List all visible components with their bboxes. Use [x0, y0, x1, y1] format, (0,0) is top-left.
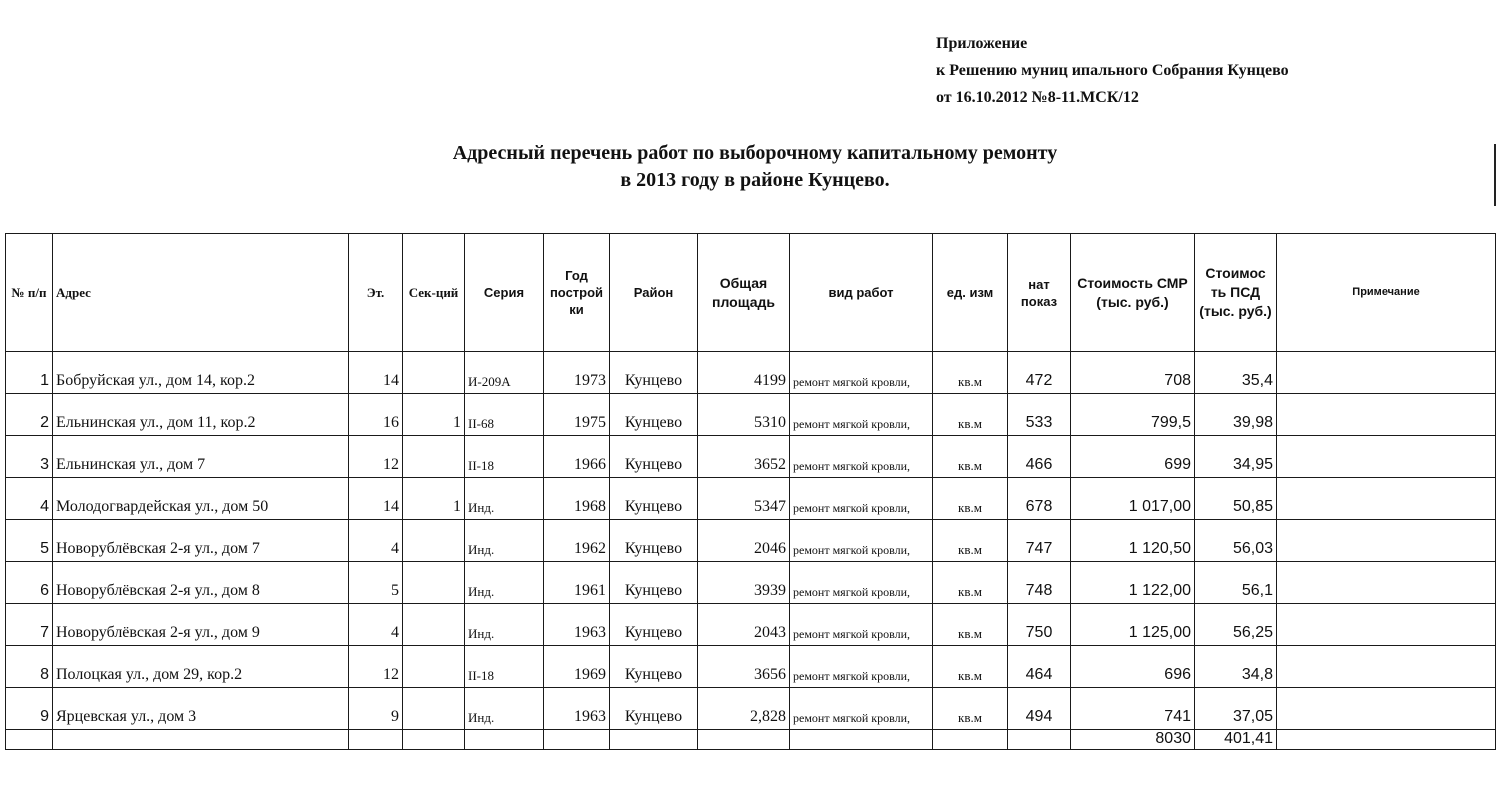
cell-unit: кв.м — [933, 688, 1008, 730]
cell-note — [1277, 562, 1496, 604]
totals-cell — [1008, 730, 1071, 750]
cell-series: II-68 — [465, 394, 544, 436]
cell-district: Кунцево — [610, 394, 698, 436]
cell-note — [1277, 352, 1496, 394]
cell-area: 3939 — [698, 562, 790, 604]
cell-unit: кв.м — [933, 520, 1008, 562]
cell-floors: 4 — [349, 604, 403, 646]
document-title — [0, 140, 1500, 194]
cell-sections — [403, 562, 465, 604]
cell-psd-cost: 50,85 — [1195, 478, 1277, 520]
cell-series: Инд. — [465, 604, 544, 646]
cell-series: Инд. — [465, 520, 544, 562]
cell-smr-cost: 708 — [1071, 352, 1195, 394]
cell-district: Кунцево — [610, 562, 698, 604]
cell-smr-cost: 699 — [1071, 436, 1195, 478]
cell-address: Ярцевская ул., дом 3 — [53, 688, 349, 730]
col-header-area: Общая площадь — [698, 234, 790, 352]
cell-series: Инд. — [465, 562, 544, 604]
cell-smr-cost: 1 120,50 — [1071, 520, 1195, 562]
cell-nat: 678 — [1008, 478, 1071, 520]
cell-year: 1963 — [544, 688, 610, 730]
cell-num: 2 — [6, 394, 53, 436]
cell-floors: 4 — [349, 520, 403, 562]
table-row — [6, 604, 1496, 646]
cell-nat: 533 — [1008, 394, 1071, 436]
cell-year: 1975 — [544, 394, 610, 436]
cell-sections — [403, 604, 465, 646]
cell-sections: 1 — [403, 478, 465, 520]
cell-note — [1277, 646, 1496, 688]
totals-cell — [698, 730, 790, 750]
cell-floors: 12 — [349, 646, 403, 688]
cell-psd-cost: 35,4 — [1195, 352, 1277, 394]
table-row — [6, 352, 1496, 394]
cell-num: 4 — [6, 478, 53, 520]
cell-year: 1973 — [544, 352, 610, 394]
cell-num: 7 — [6, 604, 53, 646]
totals-cell — [403, 730, 465, 750]
cell-unit: кв.м — [933, 604, 1008, 646]
cell-note — [1277, 394, 1496, 436]
table-row — [6, 688, 1496, 730]
col-header-address: Адрес — [53, 234, 349, 352]
totals-row — [6, 730, 1496, 750]
cell-floors: 5 — [349, 562, 403, 604]
cell-smr-cost: 1 122,00 — [1071, 562, 1195, 604]
cell-address: Полоцкая ул., дом 29, кор.2 — [53, 646, 349, 688]
cell-work-type: ремонт мягкой кровли, — [790, 478, 933, 520]
col-header-district: Район — [610, 234, 698, 352]
cell-unit: кв.м — [933, 394, 1008, 436]
cell-note — [1277, 688, 1496, 730]
cell-nat: 748 — [1008, 562, 1071, 604]
cell-floors: 12 — [349, 436, 403, 478]
cell-unit: кв.м — [933, 646, 1008, 688]
cell-sections — [403, 646, 465, 688]
cell-area: 2043 — [698, 604, 790, 646]
cell-address: Новорублёвская 2-я ул., дом 7 — [53, 520, 349, 562]
cell-address: Ельнинская ул., дом 7 — [53, 436, 349, 478]
cell-nat: 747 — [1008, 520, 1071, 562]
cell-nat: 464 — [1008, 646, 1071, 688]
cell-floors: 14 — [349, 478, 403, 520]
cell-year: 1963 — [544, 604, 610, 646]
cell-series: И-209А — [465, 352, 544, 394]
cell-district: Кунцево — [610, 646, 698, 688]
cell-area: 5310 — [698, 394, 790, 436]
cell-note — [1277, 436, 1496, 478]
col-header-nat: нат показ — [1008, 234, 1071, 352]
cell-area: 2046 — [698, 520, 790, 562]
scan-edge-mark — [1494, 144, 1496, 206]
totals-cell — [610, 730, 698, 750]
cell-num: 8 — [6, 646, 53, 688]
table-row — [6, 562, 1496, 604]
cell-address: Ельнинская ул., дом 11, кор.2 — [53, 394, 349, 436]
totals-cell — [544, 730, 610, 750]
col-header-year: Год построй ки — [544, 234, 610, 352]
cell-sections — [403, 520, 465, 562]
cell-district: Кунцево — [610, 520, 698, 562]
cell-psd-cost: 56,1 — [1195, 562, 1277, 604]
cell-smr-cost: 1 017,00 — [1071, 478, 1195, 520]
totals-cell — [6, 730, 53, 750]
cell-nat: 472 — [1008, 352, 1071, 394]
cell-smr-cost: 1 125,00 — [1071, 604, 1195, 646]
cell-floors: 9 — [349, 688, 403, 730]
cell-district: Кунцево — [610, 478, 698, 520]
cell-note — [1277, 478, 1496, 520]
cell-sections — [403, 436, 465, 478]
col-header-unit: ед. изм — [933, 234, 1008, 352]
appendix-date: от 16.10.2012 №8-11.МСК/12 — [936, 89, 1139, 106]
cell-address: Новорублёвская 2-я ул., дом 8 — [53, 562, 349, 604]
cell-series: Инд. — [465, 478, 544, 520]
cell-address: Бобруйская ул., дом 14, кор.2 — [53, 352, 349, 394]
totals-cell — [1277, 730, 1496, 750]
appendix-label: Приложение — [936, 35, 1028, 52]
cell-nat: 466 — [1008, 436, 1071, 478]
cell-psd-cost: 37,05 — [1195, 688, 1277, 730]
appendix-decision: к Решению муниц ипального Собрания Кунцево — [936, 62, 1289, 79]
cell-year: 1966 — [544, 436, 610, 478]
cell-num: 1 — [6, 352, 53, 394]
cell-sections: 1 — [403, 394, 465, 436]
totals-cell — [790, 730, 933, 750]
table-row — [6, 436, 1496, 478]
cell-work-type: ремонт мягкой кровли, — [790, 688, 933, 730]
totals-cell — [465, 730, 544, 750]
total-smr-cost: 8030 — [1071, 730, 1195, 750]
cell-smr-cost: 741 — [1071, 688, 1195, 730]
cell-area: 3656 — [698, 646, 790, 688]
col-header-num: № п/п — [6, 234, 53, 352]
cell-nat: 494 — [1008, 688, 1071, 730]
cell-year: 1969 — [544, 646, 610, 688]
cell-area: 4199 — [698, 352, 790, 394]
cell-unit: кв.м — [933, 436, 1008, 478]
cell-num: 3 — [6, 436, 53, 478]
cell-year: 1961 — [544, 562, 610, 604]
cell-series: II-18 — [465, 436, 544, 478]
cell-area: 2,828 — [698, 688, 790, 730]
cell-series: II-18 — [465, 646, 544, 688]
totals-cell — [53, 730, 349, 750]
col-header-floors: Эт. — [349, 234, 403, 352]
cell-address: Новорублёвская 2-я ул., дом 9 — [53, 604, 349, 646]
appendix-block — [936, 30, 1289, 111]
cell-work-type: ремонт мягкой кровли, — [790, 394, 933, 436]
cell-address: Молодогвардейская ул., дом 50 — [53, 478, 349, 520]
cell-num: 9 — [6, 688, 53, 730]
table-row — [6, 478, 1496, 520]
cell-year: 1968 — [544, 478, 610, 520]
cell-psd-cost: 56,03 — [1195, 520, 1277, 562]
cell-year: 1962 — [544, 520, 610, 562]
cell-district: Кунцево — [610, 352, 698, 394]
cell-note — [1277, 520, 1496, 562]
cell-area: 5347 — [698, 478, 790, 520]
cell-work-type: ремонт мягкой кровли, — [790, 562, 933, 604]
cell-district: Кунцево — [610, 604, 698, 646]
cell-work-type: ремонт мягкой кровли, — [790, 436, 933, 478]
col-header-smr-cost: Стоимость СМР (тыс. руб.) — [1071, 234, 1195, 352]
cell-work-type: ремонт мягкой кровли, — [790, 604, 933, 646]
title-line-1: Адресный перечень работ по выборочному капитальному ремонту — [452, 142, 1058, 164]
cell-note — [1277, 604, 1496, 646]
cell-sections — [403, 688, 465, 730]
totals-cell — [933, 730, 1008, 750]
cell-psd-cost: 34,8 — [1195, 646, 1277, 688]
cell-smr-cost: 696 — [1071, 646, 1195, 688]
table-row — [6, 394, 1496, 436]
table-row — [6, 520, 1496, 562]
cell-psd-cost: 39,98 — [1195, 394, 1277, 436]
cell-unit: кв.м — [933, 562, 1008, 604]
col-header-work-type: вид работ — [790, 234, 933, 352]
cell-psd-cost: 34,95 — [1195, 436, 1277, 478]
total-psd-cost: 401,41 — [1195, 730, 1277, 750]
cell-smr-cost: 799,5 — [1071, 394, 1195, 436]
col-header-psd-cost: Стоимос ть ПСД (тыс. руб.) — [1195, 234, 1277, 352]
cell-work-type: ремонт мягкой кровли, — [790, 646, 933, 688]
cell-num: 6 — [6, 562, 53, 604]
cell-work-type: ремонт мягкой кровли, — [790, 352, 933, 394]
cell-area: 3652 — [698, 436, 790, 478]
col-header-sections: Сек-ций — [403, 234, 465, 352]
cell-floors: 14 — [349, 352, 403, 394]
col-header-note: Примечание — [1277, 234, 1496, 352]
table-header-row — [6, 234, 1496, 352]
cell-unit: кв.м — [933, 478, 1008, 520]
cell-num: 5 — [6, 520, 53, 562]
totals-cell — [349, 730, 403, 750]
cell-psd-cost: 56,25 — [1195, 604, 1277, 646]
title-line-2: в 2013 году в районе Кунцево. — [620, 169, 890, 191]
cell-district: Кунцево — [610, 436, 698, 478]
cell-floors: 16 — [349, 394, 403, 436]
cell-work-type: ремонт мягкой кровли, — [790, 520, 933, 562]
table-row — [6, 646, 1496, 688]
col-header-series: Серия — [465, 234, 544, 352]
cell-district: Кунцево — [610, 688, 698, 730]
cell-sections — [403, 352, 465, 394]
cell-series: Инд. — [465, 688, 544, 730]
repair-table — [5, 233, 1496, 750]
cell-unit: кв.м — [933, 352, 1008, 394]
cell-nat: 750 — [1008, 604, 1071, 646]
